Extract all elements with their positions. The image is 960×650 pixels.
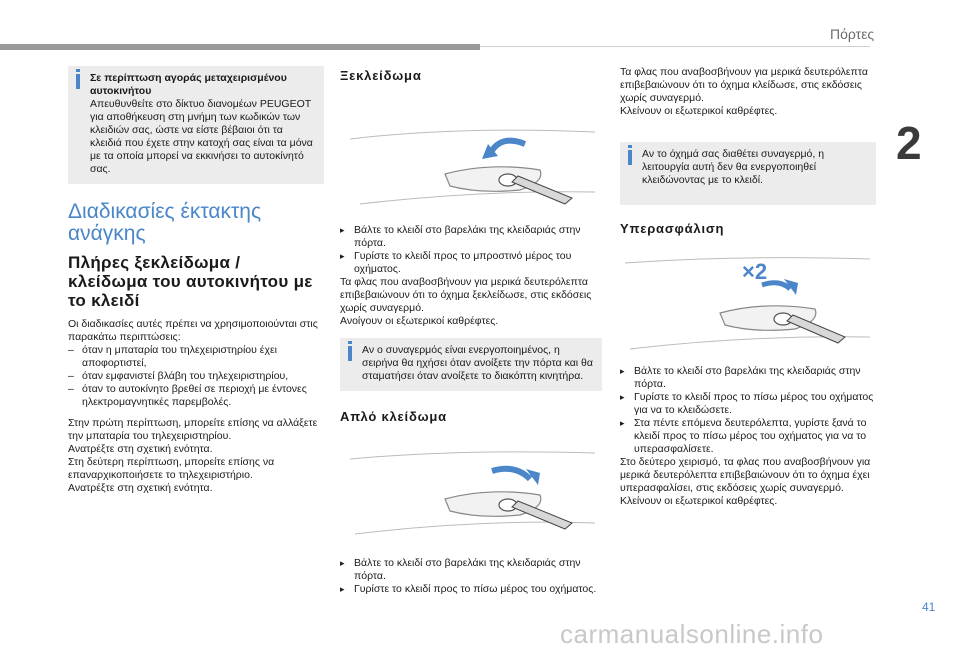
alarm-note: [340, 338, 602, 391]
lock-illustration: [340, 439, 602, 549]
column-middle: [340, 66, 602, 596]
paragraph: Κλείνουν οι εξωτερικοί καθρέφτες.: [620, 495, 778, 507]
note-text: Αν ο συναγερμός είναι ενεργοποιημένος, η σειρήνα θα ηχήσει όταν ανοίξετε την πόρτα και θα σταματήσει όταν ανοίξετε το διακόπτη κινητήρα.: [362, 344, 593, 382]
step-item: ▸ Στα πέντε επόμενα δευτερόλεπτα, γυρίστε ξανά το κλειδί προς το πίσω μέρος του οχήματος για να το υπερασφαλίσετε.: [620, 417, 876, 456]
list-item: – όταν εμφανιστεί βλάβη του τηλεχειριστηρίου,: [68, 370, 324, 383]
subheading: Πλήρες ξεκλείδωμα / κλείδωμα του αυτοκινήτου με το κλειδί: [68, 253, 313, 310]
case-list: [68, 344, 324, 409]
deadlock-steps: [620, 365, 876, 456]
paragraph: Τα φλας που αναβοσβήνουν για μερικά δευτερόλεπτα επιβεβαιώνουν ότι το όχημα κλείδωσε, στις εκδόσεις χωρίς συναγερμό.: [620, 66, 868, 104]
paragraph: Ανατρέξτε στη σχετική ενότητα.: [68, 482, 213, 494]
deadlock-heading: Υπερασφάλιση: [620, 221, 725, 236]
list-item: – όταν η μπαταρία του τηλεχειριστηρίου έχει αποφορτιστεί,: [68, 344, 324, 370]
column-right: [620, 66, 876, 508]
step-item: ▸ Βάλτε το κλειδί στο βαρελάκι της κλειδαριάς στην πόρτα.: [340, 557, 602, 583]
watermark: carmanualsonline.info: [560, 619, 824, 649]
section-title: Πόρτες: [830, 26, 875, 42]
note-text: Απευθυνθείτε στο δίκτυο διανομέων PEUGEOT για αποθήκευση στη μνήμη των κωδικών των κλειδιών σας, ώστε να είστε βέβαιοι ότι τα κλειδιά που έχετε στην κατοχή σας είναι τα μόνα με τα οποία μπορεί να εκκινήσει το αυτοκίνητό σας.: [90, 98, 313, 175]
paragraph: Τα φλας που αναβοσβήνουν για μερικά δευτερόλεπτα επιβεβαιώνουν ότι το όχημα ξεκλείδωσε, στις εκδόσεις χωρίς συναγερμό.: [340, 276, 592, 314]
info-icon: [348, 346, 352, 361]
info-icon: [628, 150, 632, 165]
unlock-heading: Ξεκλείδωμα: [340, 68, 422, 83]
times-two-badge: ×2: [742, 259, 768, 284]
info-icon: [76, 74, 80, 89]
unlock-illustration: [340, 104, 602, 214]
section-heading: Διαδικασίες έκτακτης ανάγκης: [68, 200, 262, 245]
step-item: ▸ Βάλτε το κλειδί στο βαρελάκι της κλειδαριάς στην πόρτα.: [620, 365, 876, 391]
list-item: – όταν το αυτοκίνητο βρεθεί σε περιοχή με έντονες ηλεκτρομαγνητικές παρεμβολές.: [68, 383, 324, 409]
alarm-lock-note: [620, 142, 876, 205]
paragraph: Στην πρώτη περίπτωση, μπορείτε επίσης να αλλάξετε την μπαταρία του τηλεχειριστηρίου.: [68, 417, 318, 442]
chapter-number: 2: [896, 117, 922, 169]
step-item: ▸ Βάλτε το κλειδί στο βαρελάκι της κλειδαριάς στην πόρτα.: [340, 224, 602, 250]
step-item: ▸ Γυρίστε το κλειδί προς το μπροστινό μέρος του οχήματος.: [340, 250, 602, 276]
paragraph: Ανοίγουν οι εξωτερικοί καθρέφτες.: [340, 315, 499, 327]
deadlock-illustration: [620, 251, 876, 359]
lock-steps: [340, 557, 602, 596]
unlock-steps: [340, 224, 602, 276]
header-bar: [0, 44, 480, 50]
paragraph: Στο δεύτερο χειρισμό, τα φλας που αναβοσβήνουν για μερικά δευτερόλεπτα επιβεβαιώνουν ότι το όχημα έχει υπερασφαλίσει, στις εκδόσεις χωρίς συναγερμό.: [620, 456, 871, 494]
note-text: Αν το όχημά σας διαθέτει συναγερμό, η λειτουργία αυτή δεν θα ενεργοποιηθεί κλειδώνοντας με το κλειδί.: [642, 148, 825, 186]
lock-heading: Απλό κλείδωμα: [340, 409, 447, 424]
header-rule: [480, 46, 870, 47]
step-item: ▸ Γυρίστε το κλειδί προς το πίσω μέρος του οχήματος.: [340, 583, 602, 596]
column-left: [68, 66, 324, 495]
intro-text: Οι διαδικασίες αυτές πρέπει να χρησιμοποιούνται στις παρακάτω περιπτώσεις:: [68, 318, 318, 343]
page-number: 41: [922, 600, 936, 614]
step-item: ▸ Γυρίστε το κλειδί προς το πίσω μέρος του οχήματος για να το κλειδώσετε.: [620, 391, 876, 417]
paragraph: Στη δεύτερη περίπτωση, μπορείτε επίσης να επαναρχικοποιήσετε το τηλεχειριστήριο.: [68, 456, 275, 481]
paragraph: Ανατρέξτε στη σχετική ενότητα.: [68, 443, 213, 455]
used-car-note: [68, 66, 324, 184]
note-title: Σε περίπτωση αγοράς μεταχειρισμένου αυτοκινήτου: [90, 72, 287, 97]
paragraph: Κλείνουν οι εξωτερικοί καθρέφτες.: [620, 105, 778, 117]
